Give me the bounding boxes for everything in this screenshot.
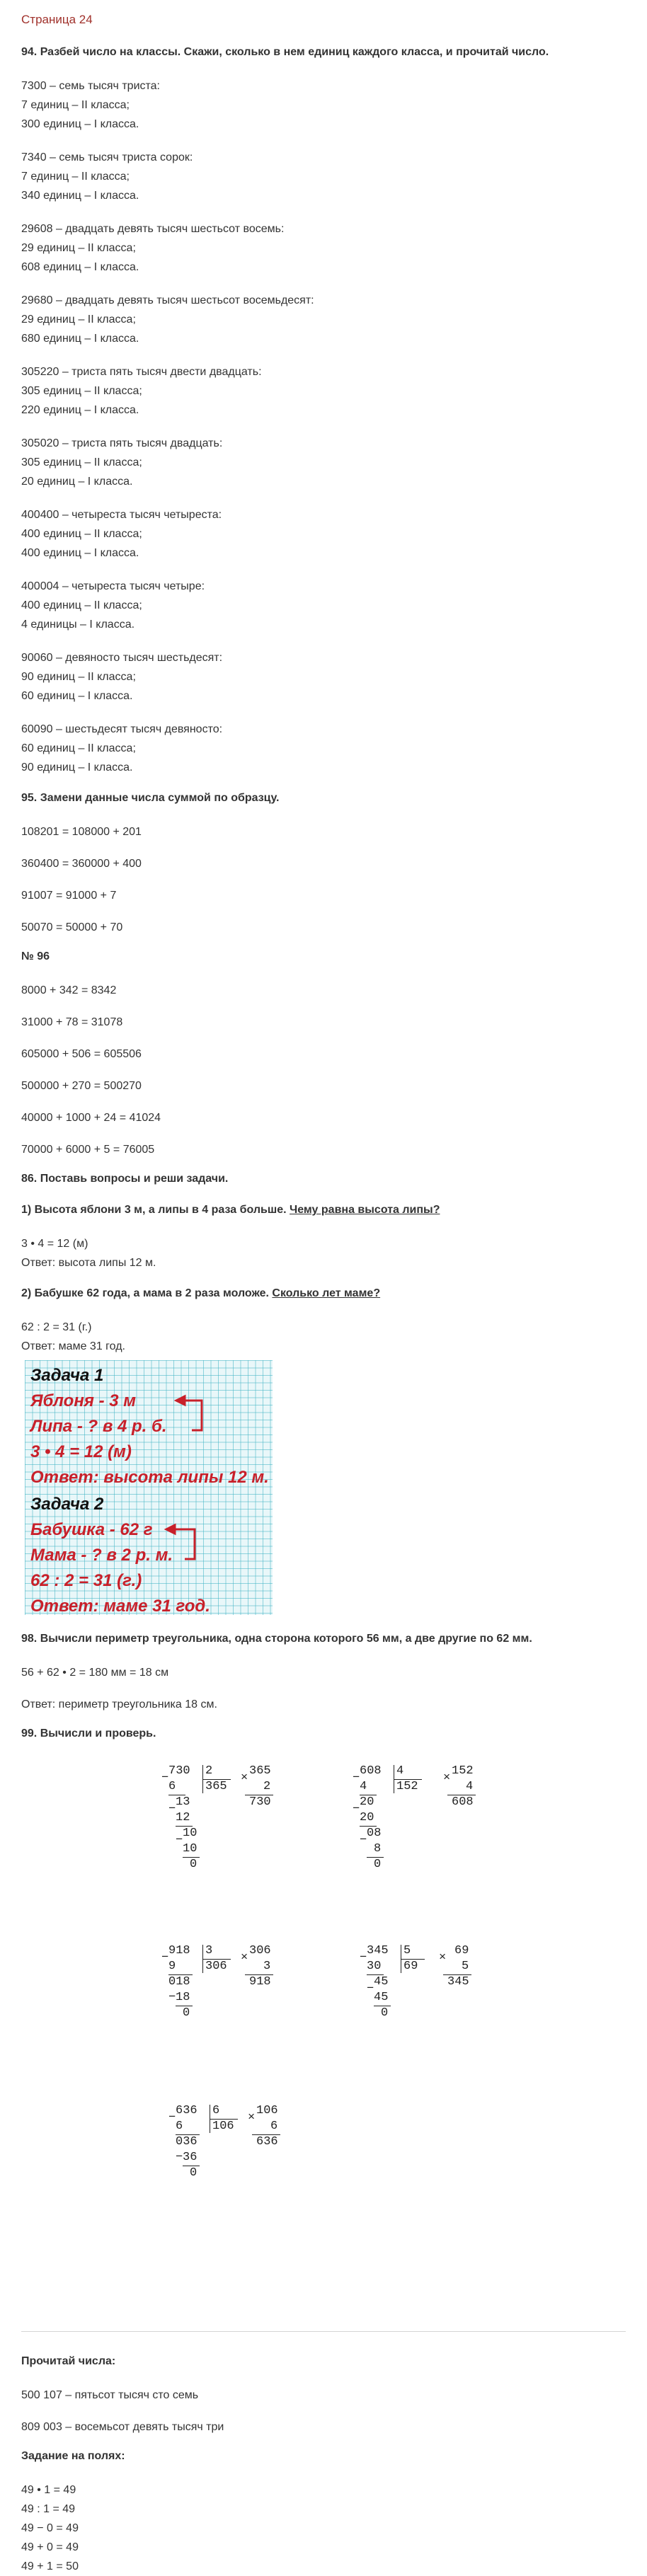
problem-1-condition [21, 1203, 626, 1217]
multiplier: 2 [263, 1780, 271, 1793]
group-line: 305 единиц – II класса; [21, 456, 142, 468]
long-division [161, 1943, 317, 2057]
problem-1-text: 1) Высота яблони 3 м, а липы в 4 раза больше. [21, 1204, 287, 1216]
margin-line: 49 : 1 = 49 [21, 2503, 76, 2515]
notebook-line: Яблоня - 3 м [30, 1391, 137, 1410]
sum-line: 91007 = 91000 + 7 [21, 890, 117, 902]
number-group [21, 362, 626, 420]
minus-sign: − [176, 2151, 183, 2164]
dividend: 345 [367, 1944, 389, 1957]
dividend: 636 [176, 2104, 197, 2117]
minus-sign: − [176, 1834, 183, 1847]
minus-sign: − [168, 2111, 176, 2124]
division-step: 10 [183, 1827, 197, 1840]
problem-2-text: 2) Бабушке 62 года, а мама в 2 раза моложе. [21, 1287, 269, 1299]
group-line: 29608 – двадцать девять тысяч шестьсот восемь: [21, 223, 285, 235]
read-line: 809 003 – восемьсот девять тысяч три [21, 2421, 224, 2433]
divisor: 4 [396, 1764, 404, 1778]
group-line: 4 единицы – I класса. [21, 619, 135, 631]
group-line: 7340 – семь тысяч триста сорок: [21, 151, 193, 163]
sum-line: 108201 = 108000 + 201 [21, 826, 142, 838]
minus-sign: − [353, 1771, 360, 1785]
multiplier: 3 [263, 1960, 271, 1973]
number-group [21, 577, 626, 634]
long-division [360, 1943, 515, 2057]
division-step: 018 [168, 1975, 190, 1989]
multiplier: 4 [466, 1780, 474, 1793]
problem-2-question: Сколько лет маме? [272, 1287, 381, 1299]
answer-line: Ответ: маме 31 год. [21, 1340, 125, 1352]
sum-line: 500000 + 270 = 500270 [21, 1080, 142, 1092]
group-line: 305220 – триста пять тысяч двести двадцать: [21, 366, 262, 378]
divisor: 5 [403, 1944, 411, 1957]
minus-sign: − [161, 1771, 169, 1785]
multiplicand: 69 [454, 1944, 469, 1957]
minus-sign: − [367, 1982, 374, 1996]
group-line: 29 единиц – II класса; [21, 314, 136, 326]
division-step: 18 [176, 1991, 190, 2004]
number-group [21, 720, 626, 777]
comparison-arrows [25, 1360, 273, 1615]
multiplicand: 306 [249, 1944, 271, 1957]
minus-sign: − [168, 1802, 176, 1816]
notebook-line: Ответ: высота липы 12 м. [30, 1468, 269, 1487]
sum-line: 360400 = 360000 + 400 [21, 858, 142, 870]
minus-sign: − [360, 1834, 367, 1847]
group-line: 305 единиц – II класса; [21, 385, 142, 397]
division-step: 08 [367, 1827, 382, 1840]
group-line: 7300 – семь тысяч триста: [21, 80, 160, 92]
column-calculations [21, 1758, 626, 2324]
division-step: 8 [374, 1842, 382, 1856]
remainder: 0 [183, 2006, 190, 2020]
group-line: 220 единиц – I класса. [21, 404, 139, 416]
margin-line: 49 • 1 = 49 [21, 2484, 76, 2496]
product: 918 [249, 1975, 271, 1989]
page-title: Страница 24 [21, 13, 93, 26]
number-group [21, 148, 626, 205]
problem-2-solution [21, 1318, 626, 1356]
number-group [21, 648, 626, 706]
multiplicand: 365 [249, 1764, 271, 1778]
division-step: 9 [168, 1960, 176, 1973]
group-line: 20 единиц – I класса. [21, 476, 133, 488]
task-99-title: 99. Вычисли и проверь. [21, 1727, 156, 1740]
group-line: 400 единиц – II класса; [21, 528, 142, 540]
number-group [21, 76, 626, 134]
product: 345 [447, 1975, 469, 1989]
sum-line: 8000 + 342 = 8342 [21, 984, 117, 996]
division-step: 6 [176, 2120, 183, 2133]
number-group [21, 505, 626, 563]
division-step: 45 [374, 1991, 389, 2004]
divisor: 2 [205, 1764, 213, 1778]
dividend: 730 [168, 1764, 190, 1778]
long-division [353, 1764, 508, 1905]
times-sign: × [443, 1771, 451, 1785]
margin-line: 49 + 1 = 50 [21, 2560, 79, 2572]
division-step: 20 [360, 1811, 374, 1824]
minus-sign: − [168, 1991, 176, 2004]
sum-line: 605000 + 506 = 605506 [21, 1048, 142, 1060]
problem-2-condition [21, 1287, 626, 1301]
group-line: 400400 – четыреста тысяч четыреста: [21, 509, 222, 521]
division-step: 6 [168, 1780, 176, 1793]
quotient: 152 [396, 1780, 418, 1793]
solution-line: 62 : 2 = 31 (г.) [21, 1321, 92, 1333]
group-line: 680 единиц – I класса. [21, 333, 139, 345]
sum-line: 50070 = 50000 + 70 [21, 921, 123, 933]
times-sign: × [241, 1951, 248, 1965]
group-line: 29680 – двадцать девять тысяч шестьсот восемьдесят: [21, 294, 314, 306]
long-division [168, 2103, 324, 2216]
notebook-task-1-heading: Задача 1 [30, 1366, 104, 1385]
problem-1-solution [21, 1234, 626, 1272]
remainder: 0 [190, 1858, 197, 1871]
quotient: 69 [403, 1960, 418, 1973]
division-step: 036 [176, 2135, 197, 2149]
task-96-title: № 96 [21, 950, 50, 962]
task-94-title: 94. Разбей число на классы. Скажи, сколько в нем единиц каждого класса, и прочитай число. [21, 46, 549, 58]
sum-line: 31000 + 78 = 31078 [21, 1016, 123, 1028]
divisor: 6 [212, 2104, 220, 2117]
notebook-line: Мама - ? в 2 р. м. [30, 1546, 173, 1565]
read-line: 500 107 – пятьсот тысяч сто семь [21, 2389, 199, 2401]
remainder: 0 [381, 2006, 389, 2020]
group-line: 608 единиц – I класса. [21, 261, 139, 273]
division-step: 12 [176, 1811, 190, 1824]
task-94-groups [21, 76, 626, 777]
group-line: 7 единиц – II класса; [21, 171, 130, 183]
remainder: 0 [190, 2166, 197, 2180]
group-line: 60 единиц – I класса. [21, 690, 133, 702]
division-step: 4 [360, 1780, 367, 1793]
minus-sign: − [360, 1951, 367, 1965]
problem-1-question: Чему равна высота липы? [290, 1204, 440, 1216]
dividend: 918 [168, 1944, 190, 1957]
number-group [21, 434, 626, 491]
division-step: 36 [183, 2151, 197, 2164]
times-sign: × [241, 1771, 248, 1785]
notebook-line: Ответ: маме 31 год. [30, 1597, 210, 1616]
notebook-line: Липа - ? в 4 р. б. [30, 1417, 167, 1436]
remainder: 0 [374, 1858, 382, 1871]
division-step: 13 [176, 1795, 190, 1809]
notebook-line: 62 : 2 = 31 (г.) [30, 1571, 142, 1590]
group-line: 340 единиц – I класса. [21, 190, 139, 202]
group-line: 90 единиц – II класса; [21, 671, 136, 683]
number-group [21, 291, 626, 348]
division-step: 10 [183, 1842, 197, 1856]
times-sign: × [439, 1951, 447, 1965]
margin-task-title: Задание на полях: [21, 2450, 125, 2462]
multiplier: 6 [270, 2120, 278, 2133]
division-step: 20 [360, 1795, 374, 1809]
minus-sign: − [161, 1951, 169, 1965]
group-line: 60090 – шестьдесят тысяч девяносто: [21, 723, 223, 735]
solution-line: 3 • 4 = 12 (м) [21, 1238, 88, 1250]
divider [21, 2331, 626, 2332]
sum-line: 70000 + 6000 + 5 = 76005 [21, 1144, 155, 1156]
notebook-line: 3 • 4 = 12 (м) [30, 1442, 132, 1461]
read-numbers-title: Прочитай числа: [21, 2355, 116, 2367]
long-division [161, 1764, 317, 1905]
margin-task-lines [21, 2480, 626, 2576]
times-sign: × [248, 2111, 256, 2124]
dividend: 608 [360, 1764, 382, 1778]
minus-sign: − [353, 1802, 360, 1816]
group-line: 400 единиц – I класса. [21, 547, 139, 559]
notebook-line: Бабушка - 62 г [30, 1520, 153, 1539]
product: 730 [249, 1795, 271, 1809]
group-line: 7 единиц – II класса; [21, 99, 130, 111]
task-86-title: 86. Поставь вопросы и реши задачи. [21, 1173, 229, 1185]
multiplier: 5 [462, 1960, 469, 1973]
margin-line: 49 + 0 = 49 [21, 2541, 79, 2553]
sum-line: 40000 + 1000 + 24 = 41024 [21, 1112, 161, 1124]
multiplicand: 106 [256, 2104, 278, 2117]
task-95-title: 95. Замени данные числа суммой по образцу. [21, 792, 280, 804]
division-step: 45 [374, 1975, 389, 1989]
quotient: 306 [205, 1960, 227, 1973]
divisor: 3 [205, 1944, 213, 1957]
answer-line: Ответ: высота липы 12 м. [21, 1257, 156, 1269]
number-group [21, 219, 626, 277]
quotient: 365 [205, 1780, 227, 1793]
group-line: 60 единиц – II класса; [21, 742, 136, 754]
division-step: 30 [367, 1960, 382, 1973]
margin-line: 49 − 0 = 49 [21, 2522, 79, 2534]
product: 636 [256, 2135, 278, 2149]
group-line: 300 единиц – I класса. [21, 118, 139, 130]
arrow-icon [166, 1525, 195, 1559]
solution-line: 56 + 62 • 2 = 180 мм = 18 см [21, 1667, 169, 1679]
answer-line: Ответ: периметр треугольника 18 см. [21, 1698, 217, 1710]
group-line: 90 единиц – I класса. [21, 761, 133, 774]
group-line: 29 единиц – II класса; [21, 242, 136, 254]
group-line: 90060 – девяносто тысяч шестьдесят: [21, 652, 223, 664]
group-line: 400004 – четыреста тысяч четыре: [21, 580, 205, 592]
arrow-icon [176, 1396, 202, 1430]
notebook-task-2-heading: Задача 2 [30, 1495, 104, 1514]
multiplicand: 152 [452, 1764, 474, 1778]
group-line: 400 единиц – II класса; [21, 599, 142, 611]
product: 608 [452, 1795, 474, 1809]
quotient: 106 [212, 2120, 234, 2133]
task-98-title: 98. Вычисли периметр треугольника, одна сторона которого 56 мм, а две другие по 62 мм. [21, 1633, 532, 1645]
group-line: 305020 – триста пять тысяч двадцать: [21, 437, 223, 449]
notebook-image [25, 1360, 273, 1615]
